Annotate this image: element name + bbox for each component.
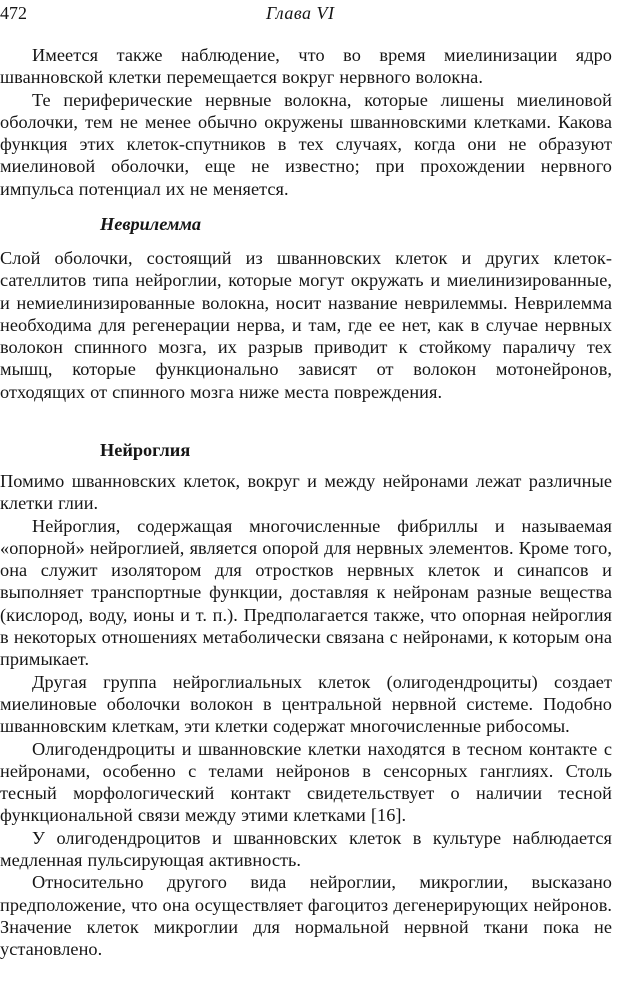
neuroglia-heading: Нейроглия <box>100 440 191 460</box>
neurilemma-paragraph: Слой оболочки, состоящий из шванновских клеток и других клеток-сателлитов типа нейроглии, которые могут окружать и миелинизированные, и немиелинизированные волокна, носит название неврилеммы. Неврилемма необходима для регенерации нерва, и там, где ее нет, как в случае нервных волокон спинного мозга, их разрыв приводит к стойкому параличу тех мышц, которые функционально зависят от волокон мотонейронов, отходящих от спинного мозга ниже места повреждения. <box>0 248 612 402</box>
intro-paragraph-1: Имеется также наблюдение, что во время миелинизации ядро шванновской клетки перемещается вокруг нервного волокна. <box>0 45 612 88</box>
intro-paragraph-2: Те периферические нервные волокна, которые лишены миелиновой оболочки, тем не менее обычно окружены шванновскими клетками. Какова функция этих клеток-спутников в тех случаях, когда они не образуют миелиновой оболочки, еще не известно; при прохождении нервного импульса потенциал их не меняется. <box>0 89 612 199</box>
neuroglia-paragraph-6: Относительно другого вида нейроглии, микроглии, высказано предположение, что она осуществляет фагоцитоз дегенерирующих нейронов. Значение клеток микроглии для нормальной нервной ткани пока не установлено. <box>0 872 612 960</box>
page-number: 472 <box>0 3 27 23</box>
neuroglia-paragraph-1: Помимо шванновских клеток, вокруг и между нейронами лежат различные клетки глии. <box>0 471 612 514</box>
neurilemma-heading: Неврилемма <box>100 214 202 234</box>
intro-section <box>0 44 612 200</box>
neuroglia-paragraph-5: У олигодендроцитов и шванновских клеток в культуре наблюдается медленная пульсирующая активность. <box>0 827 612 871</box>
running-head <box>0 2 620 24</box>
neuroglia-paragraph-2: Нейроглия, содержащая многочисленные фибриллы и называемая «опорной» нейроглией, является опорой для нервных элементов. Кроме того, она служит изолятором для отростков нервных клеток и синапсов и выполняет транспортные функции, доставляя к нейронам разные вещества (кислород, воду, ионы и т. п.). Предполагается также, что опорная нейроглия в некоторых отношениях метаболически связана с нейронами, к которым она примыкает. <box>0 515 612 670</box>
neurilemma-section <box>0 247 612 403</box>
neuroglia-paragraph-3: Другая группа нейроглиальных клеток (олигодендроциты) создает миелиновые оболочки волокон в центральной нервной системе. Подобно шванновским клеткам, эти клетки содержат многочисленные рибосомы. <box>0 671 612 737</box>
neuroglia-paragraph-4: Олигодендроциты и шванновские клетки находятся в тесном контакте с нейронами, особенно с телами нейронов в сенсорных ганглиях. Столь тесный морфологический контакт свидетельствует о наличии тесной функциональной связи между этими клетками [16]. <box>0 738 612 826</box>
neuroglia-section <box>0 470 612 961</box>
chapter-title: Глава VI <box>266 3 335 23</box>
